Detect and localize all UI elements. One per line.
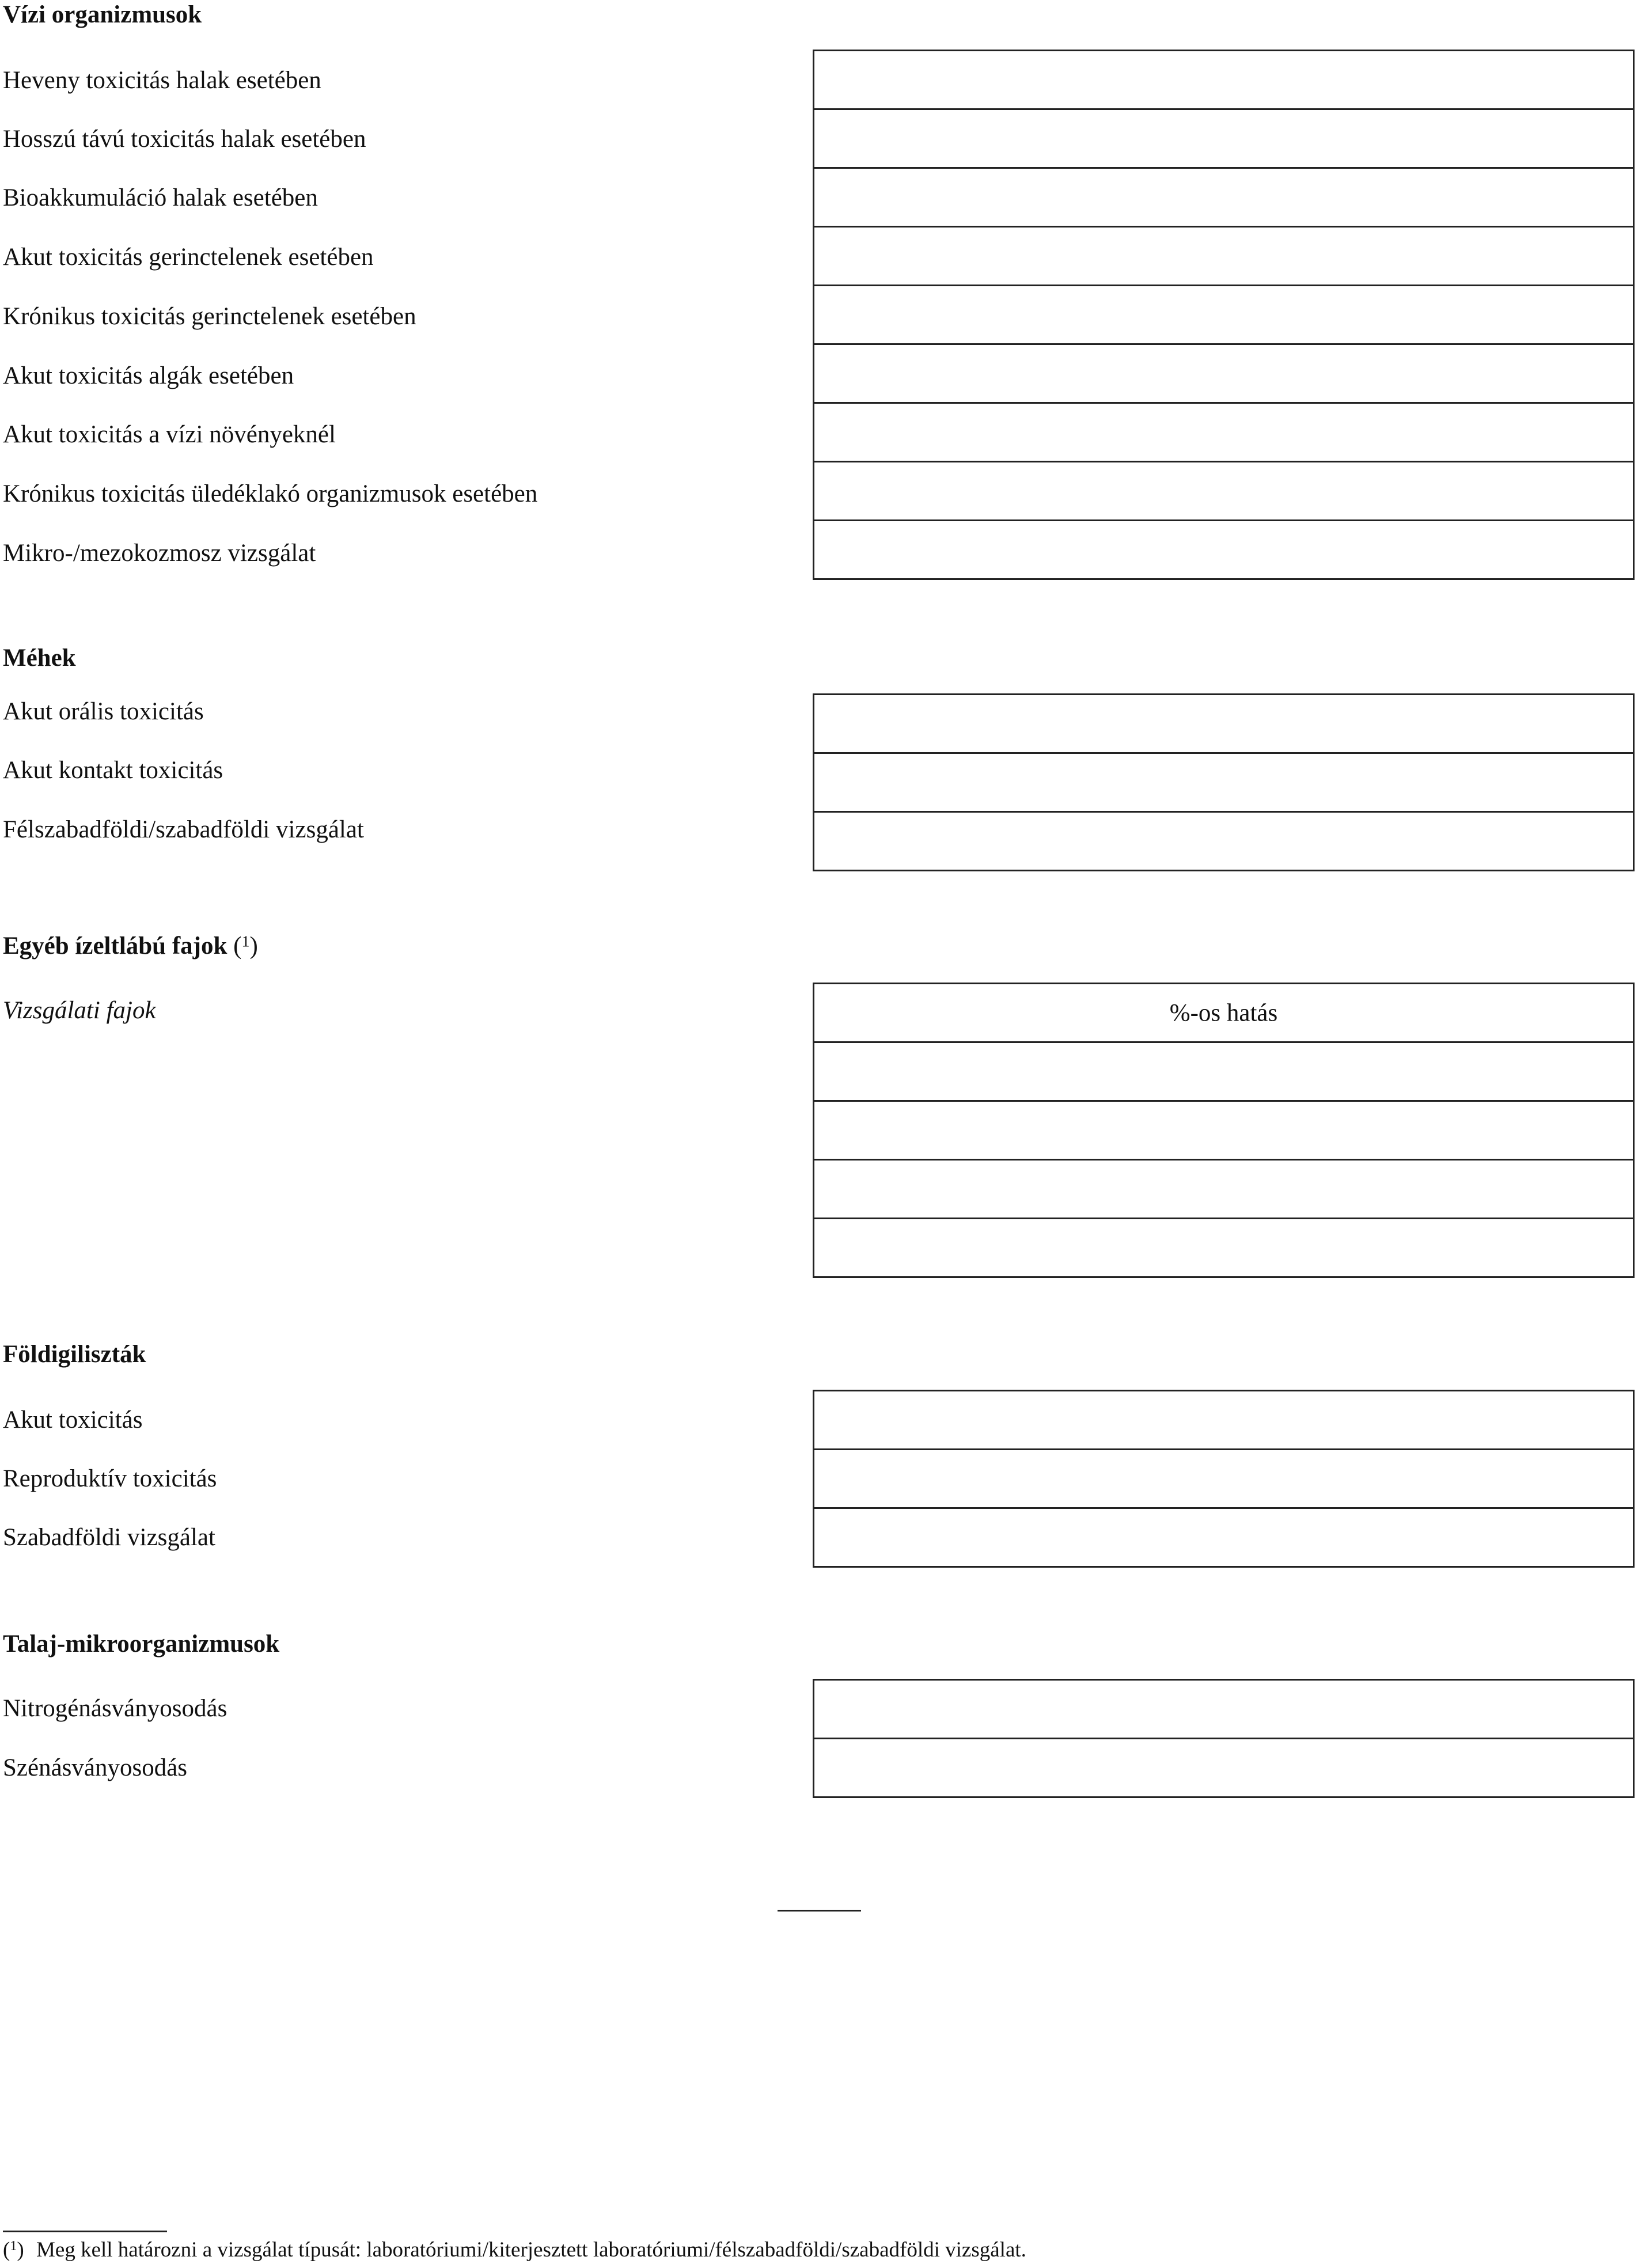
row-label-bees-3: Félszabadföldi/szabadföldi vizsgálat bbox=[3, 816, 364, 843]
footnote bbox=[3, 2239, 1026, 2261]
row-label-earthworms-1: Akut toxicitás bbox=[3, 1406, 143, 1433]
result-box-arthropods-1 bbox=[814, 1043, 1633, 1102]
result-box-bees-1 bbox=[814, 695, 1633, 754]
row-label-aquatic-7: Akut toxicitás a vízi növényeknél bbox=[3, 421, 336, 448]
footnote-rule bbox=[3, 2231, 167, 2232]
result-box-earthworms-3 bbox=[814, 1509, 1633, 1568]
row-label-aquatic-6: Akut toxicitás algák esetében bbox=[3, 362, 294, 389]
result-box-aquatic-8 bbox=[814, 462, 1633, 521]
result-box-soil-1 bbox=[814, 1681, 1633, 1739]
result-box-aquatic-4 bbox=[814, 227, 1633, 286]
row-label-aquatic-3: Bioakkumuláció halak esetében bbox=[3, 184, 318, 211]
row-label-aquatic-4: Akut toxicitás gerinctelenek esetében bbox=[3, 244, 374, 271]
result-box-aquatic-6 bbox=[814, 345, 1633, 404]
row-label-soil-2: Szénásványosodás bbox=[3, 1754, 188, 1781]
result-box-aquatic-9 bbox=[814, 521, 1633, 580]
row-label-aquatic-9: Mikro-/mezokozmosz vizsgálat bbox=[3, 540, 316, 567]
soil-result-boxes bbox=[813, 1679, 1635, 1798]
result-box-aquatic-1 bbox=[814, 51, 1633, 110]
footnote-ref-1: ($^1$) bbox=[233, 932, 258, 959]
row-label-bees-2: Akut kontakt toxicitás bbox=[3, 757, 223, 784]
result-box-aquatic-7 bbox=[814, 404, 1633, 462]
result-box-bees-2 bbox=[814, 754, 1633, 813]
result-box-arthropods-2 bbox=[814, 1102, 1633, 1160]
result-box-aquatic-3 bbox=[814, 169, 1633, 227]
footnote-text: Meg kell határozni a vizsgálat típusát: laboratóriumi/kiterjesztett laboratóriumi/félszabadföldi/szabadföldi vizsgálat. bbox=[36, 2238, 1026, 2262]
row-label-aquatic-8: Krónikus toxicitás üledéklakó organizmusok esetében bbox=[3, 480, 538, 507]
section-heading-bees: Méhek bbox=[3, 644, 76, 672]
row-label-aquatic-5: Krónikus toxicitás gerinctelenek esetében bbox=[3, 303, 416, 330]
arthropod-result-boxes bbox=[813, 983, 1635, 1278]
result-box-earthworms-2 bbox=[814, 1450, 1633, 1509]
end-of-content-rule bbox=[778, 1910, 861, 1912]
result-box-aquatic-5 bbox=[814, 286, 1633, 345]
result-box-earthworms-1 bbox=[814, 1391, 1633, 1450]
aquatic-result-boxes bbox=[813, 50, 1635, 580]
row-label-aquatic-2: Hosszú távú toxicitás halak esetében bbox=[3, 126, 366, 153]
section-heading-earthworms: Földigiliszták bbox=[3, 1341, 146, 1368]
section-heading-arthropods-text: Egyéb ízeltlábú fajok bbox=[3, 932, 227, 959]
effect-column-header: %-os hatás bbox=[1169, 999, 1278, 1026]
result-box-arthropods-3 bbox=[814, 1160, 1633, 1219]
section-heading-aquatic: Vízi organizmusok bbox=[3, 1, 202, 28]
result-box-soil-2 bbox=[814, 1739, 1633, 1798]
row-label-earthworms-2: Reproduktív toxicitás bbox=[3, 1465, 217, 1492]
section-heading-soil: Talaj-mikroorganizmusok bbox=[3, 1630, 280, 1658]
result-box-aquatic-2 bbox=[814, 110, 1633, 169]
row-label-soil-1: Nitrogénásványosodás bbox=[3, 1695, 227, 1722]
effect-header-box bbox=[814, 984, 1633, 1043]
result-box-arthropods-4 bbox=[814, 1219, 1633, 1278]
section-heading-arthropods bbox=[3, 934, 258, 958]
footnote-marker: ($^1$) bbox=[3, 2238, 24, 2262]
row-label-aquatic-1: Heveny toxicitás halak esetében bbox=[3, 67, 321, 94]
result-box-bees-3 bbox=[814, 813, 1633, 871]
row-label-earthworms-3: Szabadföldi vizsgálat bbox=[3, 1524, 215, 1551]
species-column-label: Vizsgálati fajok bbox=[3, 997, 156, 1024]
bees-result-boxes bbox=[813, 693, 1635, 871]
row-label-bees-1: Akut orális toxicitás bbox=[3, 698, 204, 725]
earthworm-result-boxes bbox=[813, 1390, 1635, 1568]
